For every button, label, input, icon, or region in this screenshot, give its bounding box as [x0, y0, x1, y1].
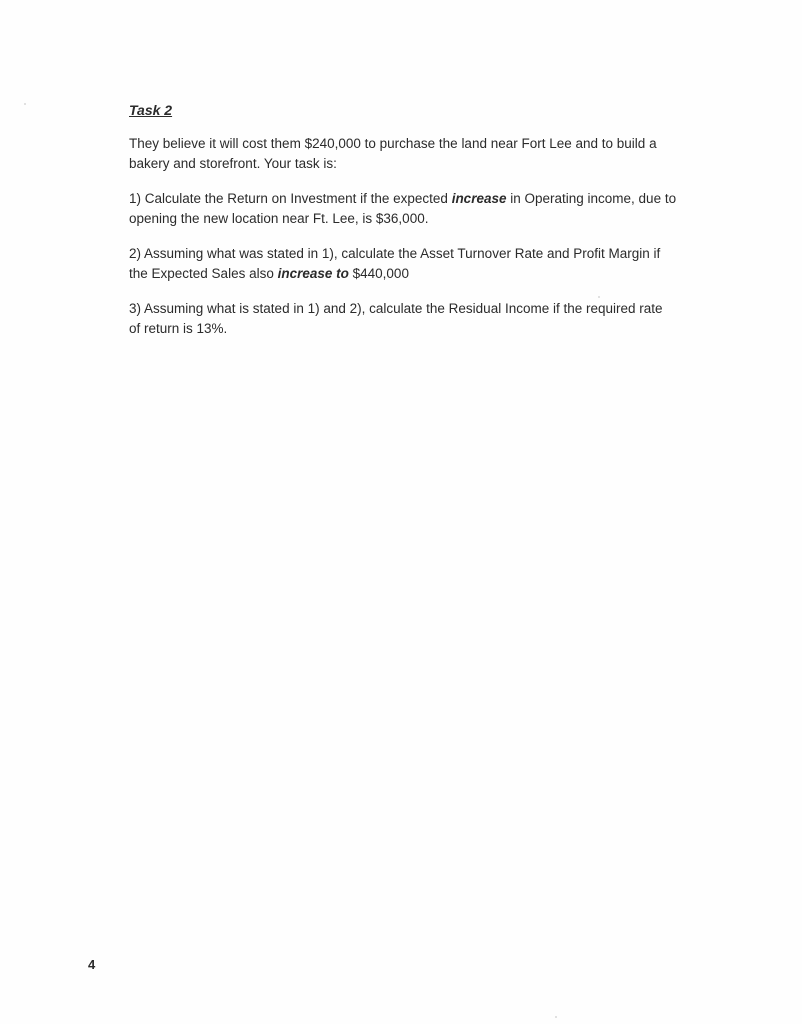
- task-item-1-line-1: [129, 189, 729, 209]
- scan-speck: [24, 103, 26, 105]
- intro-line-2: bakery and storefront. Your task is:: [129, 156, 337, 171]
- scan-speck: [598, 296, 600, 298]
- task-item-1-text-before: 1) Calculate the Return on Investment if the expected: [129, 191, 452, 206]
- task-item-2-line-2: [129, 264, 729, 284]
- task-item-2-line-1: 2) Assuming what was stated in 1), calculate the Asset Turnover Rate and Profit Margin if: [129, 246, 661, 261]
- task-item-3: [129, 299, 729, 339]
- task-item-3-line-2: of return is 13%.: [129, 321, 228, 336]
- task-item-2: [129, 244, 729, 284]
- task-item-1-emphasis: increase: [451, 191, 507, 206]
- task-item-2-emphasis: increase to: [277, 266, 349, 281]
- task-item-1-line-2: opening the new location near Ft. Lee, is $36,000.: [129, 211, 429, 226]
- task-item-1: [129, 189, 729, 229]
- task-item-2-text-before: the Expected Sales also: [129, 266, 278, 281]
- task-heading: Task 2: [129, 102, 173, 118]
- intro-paragraph: [129, 134, 729, 174]
- task-item-2-text-after: $440,000: [348, 266, 409, 281]
- document-body: [129, 100, 729, 354]
- page-number: 4: [88, 957, 96, 972]
- intro-line-1: They believe it will cost them $240,000 to purchase the land near Fort Lee and to build a: [129, 136, 657, 151]
- task-item-1-text-after: in Operating income, due to: [506, 191, 677, 206]
- scan-speck: [555, 1016, 557, 1018]
- task-item-3-line-1: 3) Assuming what is stated in 1) and 2), calculate the Residual Income if the required rate: [129, 301, 663, 316]
